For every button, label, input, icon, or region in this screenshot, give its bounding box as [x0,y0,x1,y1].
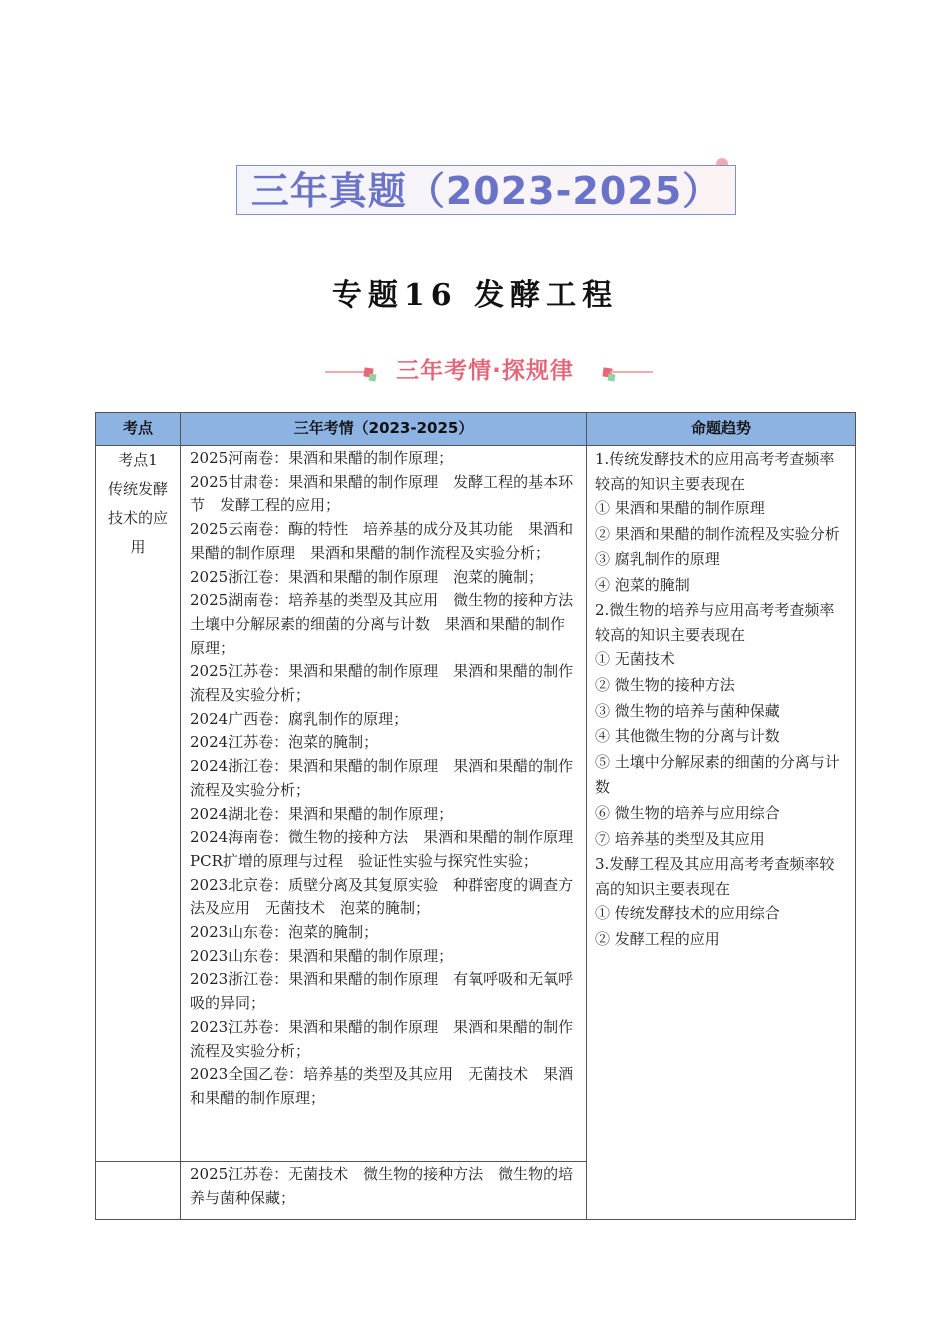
trends-cell [587,446,856,1220]
kaodian-cell [96,446,181,1162]
exam-entry: 2025浙江卷：果酒和果醋的制作原理 泡菜的腌制； [190,567,544,586]
exam-entry: 2024浙江卷：果酒和果醋的制作原理 果酒和果醋的制作流程及实验分析； [190,757,574,799]
exam-entry: 2023全国乙卷：培养基的类型及其应用 无菌技术 果酒和果醋的制作原理； [190,1065,574,1107]
header-kaodian: 考点 [96,413,181,446]
trend-item: ① 无菌技术 [595,650,675,669]
exam-entry: 2024广西卷：腐乳制作的原理； [190,709,409,728]
exam-entry: 2024江苏卷：泡菜的腌制； [190,733,379,752]
exam-entry: 2025江苏卷：无菌技术 微生物的接种方法 微生物的培养与菌种保藏； [190,1165,574,1207]
table-row [96,446,856,1162]
trend-group-title: 2.微生物的培养与应用高考考查频率较高的知识主要表现在 [595,601,835,644]
table-header-row [96,413,856,446]
trend-group-title: 1.传统发酵技术的应用高考考查频率较高的知识主要表现在 [595,450,835,493]
trend-item: ① 传统发酵技术的应用综合 [595,904,780,923]
trend-item: ⑥ 微生物的培养与应用综合 [595,803,780,822]
trend-item: ③ 微生物的培养与菌种保藏 [595,701,780,720]
exam-entry: 2023浙江卷：果酒和果醋的制作原理 有氧呼吸和无氧呼吸的异同； [190,970,574,1013]
trend-item: ④ 其他微生物的分离与计数 [595,727,780,746]
exam-entry: 2023山东卷：泡菜的腌制； [190,923,379,942]
trend-item: ③ 腐乳制作的原理 [595,550,720,569]
exam-entry: 2025江苏卷：果酒和果醋的制作原理 果酒和果醋的制作流程及实验分析； [190,662,574,705]
trend-item: ② 微生物的接种方法 [595,675,735,694]
trend-item: ② 发酵工程的应用 [595,929,720,948]
header-exams: 三年考情（2023-2025） [181,413,587,446]
document-title: 专题16 发酵工程 [331,278,619,313]
exam-entry: 2023江苏卷：果酒和果醋的制作原理 果酒和果醋的制作流程及实验分析； [190,1017,574,1060]
exam-entry: 2025湖南卷：培养基的类型及其应用 微生物的接种方法 土壤中分解尿素的细菌的分离与计数 果酒和果醋的制作原理； [190,591,589,657]
kaodian-label: 考点1 [118,451,158,469]
exam-entry: 2023山东卷：果酒和果醋的制作原理； [190,946,454,965]
trend-item: ① 果酒和果醋的制作原理 [595,499,765,517]
trend-group-title: 3.发酵工程及其应用高考考查频率较高的知识主要表现在 [595,855,835,898]
exam-entry: 2025甘肃卷：果酒和果醋的制作原理 发酵工程的基本环节 发酵工程的应用； [190,472,574,515]
section-title: 三年考情·探规律 [396,358,574,384]
trend-item: ⑦ 培养基的类型及其应用 [595,829,765,848]
banner-title: 三年真题（2023-2025） [250,169,722,213]
exam-entry: 2023北京卷：质壁分离及其复原实验 种群密度的调查方法及应用 无菌技术 泡菜的腌制； [190,875,574,918]
exam-entry: 2024湖北卷：果酒和果醋的制作原理； [190,804,454,823]
exam-entry: 2025河南卷：果酒和果醋的制作原理； [190,449,454,467]
exam-analysis-table [95,412,856,1220]
banner [236,165,736,215]
exams-cell [181,446,587,1162]
section-line-right [610,371,653,373]
section-square-right-accent [608,374,616,382]
header-trends: 命题趋势 [587,413,856,446]
exam-entry: 2025云南卷：酶的特性 培养基的成分及其功能 果酒和果醋的制作原理 果酒和果醋的制作流程及实验分析； [190,520,574,562]
exams-cell [181,1162,587,1220]
trend-item: ⑤ 土壤中分解尿素的细菌的分离与计数 [595,752,840,797]
trend-item: ② 果酒和果醋的制作流程及实验分析 [595,524,840,543]
trend-item: ④ 泡菜的腌制 [595,575,690,594]
exam-entry: 2024海南卷：微生物的接种方法 果酒和果醋的制作原理 PCR扩增的原理与过程 验证性实验与探究性实验； [190,828,589,870]
kaodian-cell-empty [96,1162,181,1220]
kaodian-name: 传统发酵技术的应用 [107,480,168,556]
